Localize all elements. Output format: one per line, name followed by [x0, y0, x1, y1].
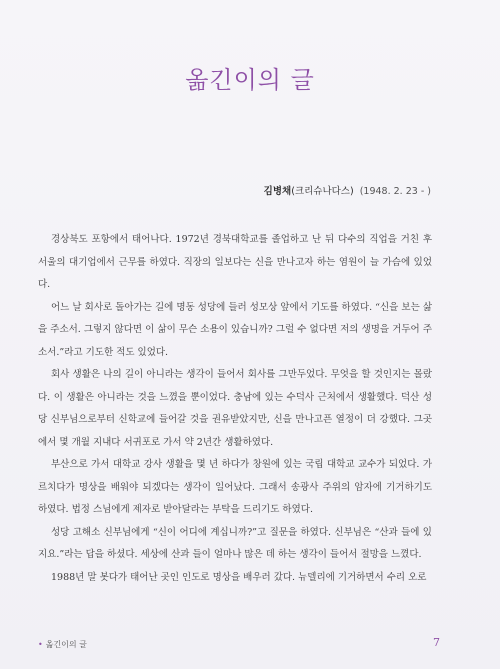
author-years: (1948. 2. 23 - ): [359, 186, 431, 197]
paragraph: 성당 고해소 신부님에게 “신이 어디에 계십니까?”고 질문을 하였다. 신부님은 “산과 들에 있지요.”라는 답을 하셨다. 세상에 산과 들이 얼마나 많은 데 하는 생각이 들어서 절망을 느꼈다.: [38, 526, 432, 560]
paragraph: 회사 생활은 나의 길이 아니라는 생각이 들어서 회사를 그만두었다. 무엇을 할 것인지는 몰랐다. 이 생활은 아니라는 것을 느꼈을 뿐이었다. 충남에 있는 수덕사 근처에서 생활했다. 덕산 성당 신부님으로부터 신학교에 들어갈 것을 권유받았지만, 신을 만나고픈 열정이 더 강했다. 그곳에서 몇 개월 지내다 서귀포로 가서 약 2년간 생활하였다.: [38, 369, 432, 448]
footer-section-label: 옮긴이의 글: [45, 640, 87, 649]
paragraph: 부산으로 가서 대학교 강사 생활을 몇 년 하다가 창원에 있는 국립 대학교 교수가 되었다. 가르치다가 명상을 배워야 되겠다는 생각이 일어났다. 그래서 송광사 주위의 암자에 기거하기도 하였다. 법정 스님에게 제자로 받아달라는 부탁을 드리기도 하였다.: [38, 459, 432, 515]
paragraph: 어느 날 회사로 돌아가는 길에 명동 성당에 들러 성모상 앞에서 기도를 하였다. “신을 보는 삶을 주소서. 그렇지 않다면 이 삶이 무슨 소용이 있습니까? 그럴 수 없다면 저의 생명을 거두어 주소서.”라고 기도한 적도 있었다.: [38, 301, 432, 358]
page-title: 옮긴이의 글: [185, 66, 315, 94]
body-text: [38, 229, 432, 589]
paragraph: 경상북도 포항에서 태어나다. 1972년 경북대학교를 졸업하고 난 뒤 다수의 직업을 거친 후 서울의 대기업에서 근무를 하였다. 직장의 일보다는 신을 만나고자 하는 염원이 늘 가슴에 있었다.: [38, 234, 432, 290]
running-footer: [38, 639, 87, 650]
paragraph: 1988년 말 봇다가 태어난 곳인 인도로 명상을 배우러 갔다. 뉴델리에 기거하면서 수리 오로: [51, 571, 427, 583]
author-alias: (크리슈나다스): [291, 186, 354, 197]
author-name: 김병채: [263, 186, 292, 197]
footer-bullet: •: [38, 640, 43, 649]
page-number: 7: [433, 636, 440, 649]
author-line: [264, 183, 431, 197]
